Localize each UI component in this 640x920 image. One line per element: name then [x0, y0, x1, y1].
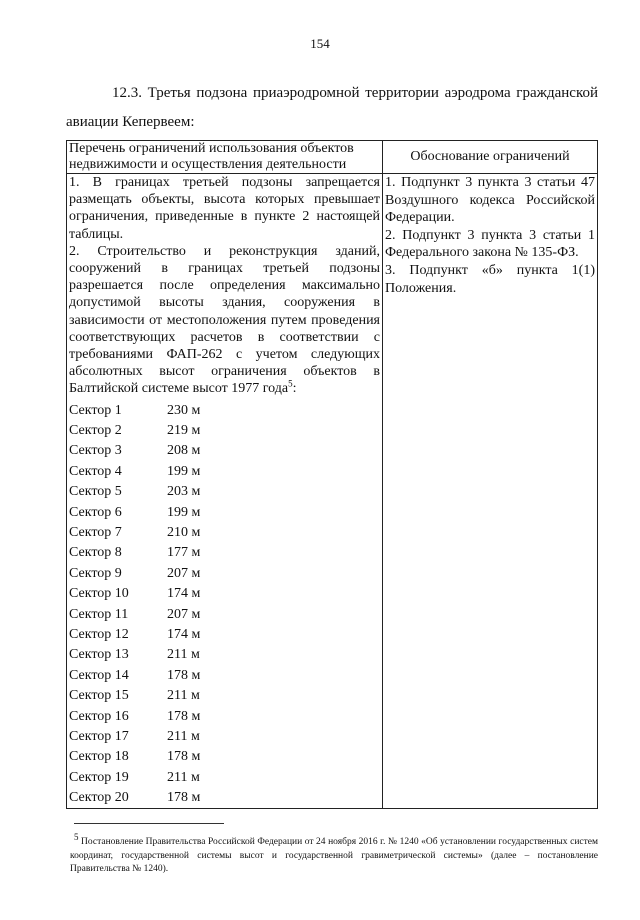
sector-row	[69, 401, 380, 421]
sector-height: 174 м	[167, 586, 201, 602]
restriction-line: таблицы.	[69, 226, 124, 242]
sector-row	[69, 543, 380, 563]
sector-height: 211 м	[167, 688, 200, 704]
sector-row	[69, 462, 380, 482]
justification-line: 1. Подпункт 3 пункта 3 статьи 47	[385, 175, 595, 190]
sector-height: 174 м	[167, 626, 201, 642]
sector-row	[69, 482, 380, 502]
sector-name: Сектор 12	[69, 626, 129, 642]
sector-height: 211 м	[167, 728, 200, 744]
sector-row	[69, 625, 380, 645]
restriction-line: размещать объекты, высота которых превышает	[69, 192, 380, 208]
section-heading: 12.3. Третья подзона приаэродромной территории аэродрома гражданской	[112, 85, 598, 101]
sector-height: 178 м	[167, 708, 201, 724]
sector-row	[69, 523, 380, 543]
header-justification: Обоснование ограничений	[383, 141, 598, 174]
table-body-row	[67, 174, 598, 809]
sector-row	[69, 686, 380, 706]
sector-row	[69, 707, 380, 727]
sector-row	[69, 768, 380, 788]
sector-list	[69, 401, 380, 809]
restriction-line: Балтийской системе высот 1977 года	[69, 381, 289, 397]
justification-line: Воздушного кодекса Российской	[385, 192, 595, 208]
sector-height: 199 м	[167, 504, 201, 520]
footnote-marker: 5	[288, 378, 293, 389]
sector-row	[69, 666, 380, 686]
sector-row	[69, 503, 380, 523]
restrictions-cell	[67, 174, 383, 809]
justification-line: 2. Подпункт 3 пункта 3 статьи 1	[385, 227, 595, 243]
sector-name: Сектор 17	[69, 728, 129, 744]
footnote-separator	[74, 823, 224, 824]
justification-line: Федерального закона № 135-ФЗ.	[385, 245, 579, 261]
restriction-line: допустимой высоты здания, сооружения в	[69, 295, 380, 311]
sector-name: Сектор 15	[69, 688, 129, 704]
sector-height: 207 м	[167, 606, 201, 622]
sector-name: Сектор 18	[69, 749, 129, 765]
sector-height: 207 м	[167, 565, 201, 581]
sector-name: Сектор 6	[69, 504, 122, 520]
footnote	[70, 831, 598, 877]
sector-name: Сектор 8	[69, 545, 122, 561]
justification-line: Положения.	[385, 280, 457, 296]
sector-row	[69, 788, 380, 808]
sector-row	[69, 727, 380, 747]
sector-name: Сектор 10	[69, 586, 129, 602]
sector-name: Сектор 5	[69, 484, 122, 500]
footnote-number: 5	[74, 831, 79, 842]
page-number: 154	[310, 36, 330, 51]
sector-height: 219 м	[167, 423, 201, 439]
sector-name: Сектор 16	[69, 708, 129, 724]
table-header-row	[67, 141, 598, 174]
sector-height: 178 м	[167, 790, 201, 806]
restriction-line: соответствующих расчетов в соответствии с	[69, 329, 380, 345]
sector-name: Сектор 11	[69, 606, 129, 622]
restriction-line: 1. В границах третьей подзоны запрещается	[69, 175, 380, 190]
sector-height: 178 м	[167, 667, 201, 683]
restriction-line: требованиями ФАП-262 с учетом следующих	[69, 347, 380, 363]
sector-name: Сектор 2	[69, 423, 122, 439]
justification-line: 3. Подпункт «б» пункта 1(1)	[385, 262, 595, 278]
footnote-text: Постановление Правительства Российской Федерации от 24 ноября 2016 г. № 1240 «Об установлении государственных систем координат, государственной системы высот и государственной гравиметрической системы» (далее – постановление Правительства № 1240).	[70, 837, 598, 874]
sector-name: Сектор 4	[69, 463, 122, 479]
sector-height: 210 м	[167, 524, 201, 540]
sector-name: Сектор 3	[69, 443, 122, 459]
header-left-line: Перечень ограничений использования объектов	[69, 141, 354, 156]
sector-height: 208 м	[167, 443, 201, 459]
justification-cell	[383, 174, 598, 809]
sector-row	[69, 441, 380, 461]
sector-name: Сектор 14	[69, 667, 129, 683]
sector-height: 178 м	[167, 749, 201, 765]
restriction-line: 2. Строительство и реконструкция зданий,	[69, 243, 380, 259]
sector-name: Сектор 13	[69, 647, 129, 663]
sector-row	[69, 747, 380, 767]
sector-name: Сектор 7	[69, 524, 122, 540]
header-restrictions-list	[67, 141, 383, 174]
sector-height: 211 м	[167, 647, 200, 663]
sector-row	[69, 564, 380, 584]
sector-height: 177 м	[167, 545, 201, 561]
restriction-line: разрешается после определения максимально	[69, 278, 380, 294]
sector-height: 199 м	[167, 463, 201, 479]
sector-name: Сектор 9	[69, 565, 122, 581]
restriction-line-last: Балтийской системе высот 1977 года$^5$:	[69, 378, 297, 397]
section-heading-continuation: авиации Кепервеем:	[66, 114, 195, 130]
header-left-line: недвижимости и осуществления деятельности	[69, 157, 347, 172]
restriction-line: зависимости от местоположения путем проведения	[69, 312, 380, 328]
restriction-line: ограничения, приведенные в пункте 2 настоящей	[69, 209, 380, 225]
sector-row	[69, 584, 380, 604]
sector-name: Сектор 19	[69, 769, 129, 785]
restrictions-table	[66, 140, 598, 809]
sector-height: 211 м	[167, 769, 200, 785]
restriction-line: сооружений в границах третьей подзоны	[69, 261, 380, 277]
restriction-line: абсолютных высот ограничения объектов в	[69, 364, 380, 380]
sector-name: Сектор 1	[69, 402, 122, 418]
sector-height: 230 м	[167, 402, 201, 418]
sector-row	[69, 605, 380, 625]
sector-name: Сектор 20	[69, 790, 129, 806]
sector-height: 203 м	[167, 484, 201, 500]
sector-row	[69, 645, 380, 665]
justification-line: Федерации.	[385, 210, 455, 226]
sector-row	[69, 421, 380, 441]
